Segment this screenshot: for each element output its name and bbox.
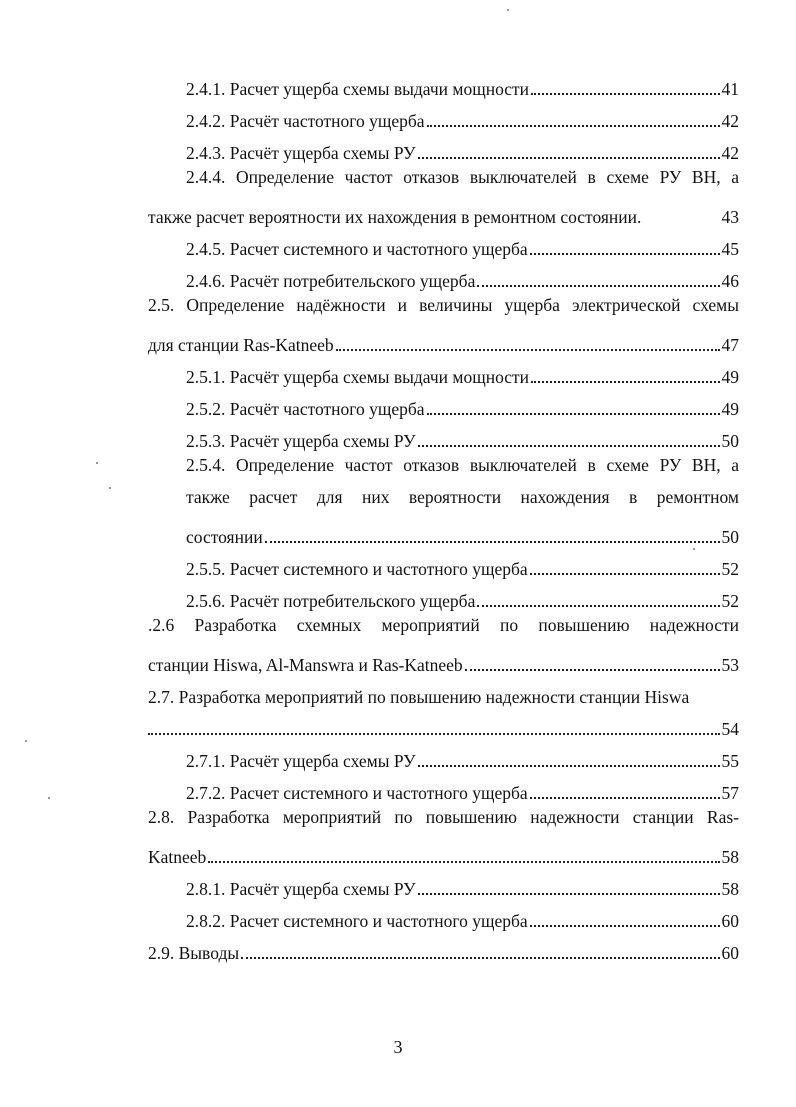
toc-entry-title: для станции Ras-Katneeb bbox=[148, 335, 334, 355]
toc-entry-title: 2.8. Разработка мероприятий по повышению надежности станции Ras- bbox=[148, 807, 739, 827]
toc-entry-first-line[interactable] bbox=[148, 806, 739, 836]
toc-entry-first-line[interactable] bbox=[186, 454, 739, 484]
toc-entry[interactable] bbox=[186, 390, 739, 420]
toc-entry-title: также расчет для них вероятности нахождения в ремонтном bbox=[186, 487, 739, 507]
toc-entry-title: 2.8.2. Расчет системного и частотного ущерба bbox=[186, 911, 528, 931]
toc-entry-page: 58 bbox=[721, 879, 739, 899]
toc-entry-page: 60 bbox=[721, 943, 739, 963]
toc-entry-first-line[interactable] bbox=[148, 678, 739, 708]
toc-entry-page: 50 bbox=[721, 527, 739, 547]
toc-entry-title: 2.9. Выводы bbox=[148, 943, 240, 963]
toc-entry-title: станции Hiswa, Al-Manswra и Ras-Katneeb bbox=[148, 655, 463, 675]
toc-entry-title: 2.8.1. Расчёт ущерба схемы РУ bbox=[186, 879, 416, 899]
dot-leader bbox=[418, 765, 720, 767]
dot-leader bbox=[148, 733, 720, 735]
scan-speck bbox=[48, 797, 50, 799]
toc-entry-title: 2.7. Разработка мероприятий по повышению надежности станции Hiswa bbox=[148, 687, 690, 707]
toc-entry-title: 2.4.2. Расчёт частотного ущерба bbox=[186, 111, 425, 131]
scan-speck bbox=[507, 9, 509, 11]
toc-entry[interactable] bbox=[186, 902, 739, 932]
toc-entry-title: 2.7.1. Расчёт ущерба схемы РУ bbox=[186, 751, 416, 771]
toc-entry-page: 57 bbox=[721, 783, 739, 803]
toc-entry[interactable] bbox=[186, 774, 739, 804]
dot-leader bbox=[241, 957, 719, 959]
toc-entry-first-line[interactable] bbox=[186, 166, 739, 196]
toc-entry[interactable] bbox=[148, 934, 739, 964]
toc-entry[interactable] bbox=[186, 422, 739, 452]
toc-entry[interactable] bbox=[186, 358, 739, 388]
dot-leader bbox=[336, 349, 720, 351]
toc-entry[interactable] bbox=[186, 550, 739, 580]
toc-entry-page: 53 bbox=[721, 655, 739, 675]
toc-entry-continuation[interactable] bbox=[148, 646, 739, 676]
toc-entry-page: 42 bbox=[721, 143, 739, 163]
toc-entry-continuation[interactable] bbox=[148, 838, 739, 868]
dot-leader bbox=[530, 573, 720, 575]
toc-entry-title: 2.5.1. Расчёт ущерба схемы выдачи мощности bbox=[186, 367, 530, 387]
dot-leader bbox=[530, 925, 720, 927]
dot-leader bbox=[418, 893, 720, 895]
toc-entry-title: 2.4.4. Определение частот отказов выключателей в схеме РУ ВН, а bbox=[186, 167, 739, 187]
dot-leader bbox=[265, 541, 720, 543]
dot-leader bbox=[531, 93, 719, 95]
toc-entry-title: 2.5.6. Расчёт потребительского ущерба bbox=[186, 591, 476, 611]
toc-entry-title: 2.4.1. Расчет ущерба схемы выдачи мощности bbox=[186, 79, 530, 99]
toc-entry-title: 2.4.6. Расчёт потребительского ущерба bbox=[186, 271, 476, 291]
toc-entry-page: 47 bbox=[721, 335, 739, 355]
toc-entry[interactable] bbox=[186, 102, 739, 132]
scan-speck bbox=[96, 462, 98, 464]
toc-entry-page: 43 bbox=[721, 207, 739, 227]
toc-entry-page: 50 bbox=[721, 431, 739, 451]
toc-entry[interactable] bbox=[186, 870, 739, 900]
dot-leader bbox=[427, 413, 720, 415]
toc-entry-page: 54 bbox=[721, 719, 739, 739]
dot-leader bbox=[418, 445, 720, 447]
toc-entry-page: 46 bbox=[721, 271, 739, 291]
toc-entry-title: Katneeb bbox=[148, 847, 207, 867]
toc-entry-page: 41 bbox=[721, 79, 739, 99]
dot-leader bbox=[418, 157, 720, 159]
toc-entry-title: 2.5.5. Расчет системного и частотного ущерба bbox=[186, 559, 528, 579]
toc-entry-first-line[interactable] bbox=[148, 294, 739, 324]
toc-entry-continuation[interactable] bbox=[148, 198, 739, 228]
toc-entry-page: 52 bbox=[721, 591, 739, 611]
toc-entry[interactable] bbox=[186, 262, 739, 292]
toc-entry-page: 45 bbox=[721, 239, 739, 259]
dot-leader bbox=[427, 125, 720, 127]
toc-entry-continuation[interactable] bbox=[186, 518, 739, 548]
scan-speck bbox=[109, 487, 111, 489]
toc-entry-page: 42 bbox=[721, 111, 739, 131]
dot-leader bbox=[465, 669, 720, 671]
toc-entry[interactable] bbox=[186, 230, 739, 260]
toc-entry[interactable] bbox=[186, 134, 739, 164]
dot-leader bbox=[530, 797, 720, 799]
toc-entry-page: 49 bbox=[721, 399, 739, 419]
dot-leader bbox=[477, 285, 719, 287]
dot-leader bbox=[531, 381, 719, 383]
scan-speck bbox=[693, 548, 695, 550]
scan-speck bbox=[25, 740, 27, 742]
toc-entry-title: 2.5.2. Расчёт частотного ущерба bbox=[186, 399, 425, 419]
toc-entry-page: 58 bbox=[721, 847, 739, 867]
toc-entry-title: состоянии bbox=[186, 527, 263, 547]
dot-leader bbox=[477, 605, 719, 607]
toc-entry-page: 49 bbox=[721, 367, 739, 387]
toc-entry[interactable] bbox=[186, 582, 739, 612]
toc-entry-title: .2.6 Разработка схемных мероприятий по повышению надежности bbox=[148, 615, 739, 635]
toc-entry-page: 60 bbox=[721, 911, 739, 931]
dot-leader bbox=[530, 253, 720, 255]
toc-entry-continuation[interactable] bbox=[148, 710, 739, 740]
toc-entry-continuation[interactable] bbox=[148, 326, 739, 356]
toc-entry-page: 52 bbox=[721, 559, 739, 579]
toc-entry-title: также расчет вероятности их нахождения в ремонтном состоянии. bbox=[148, 207, 642, 227]
toc-entry-first-line[interactable] bbox=[148, 614, 739, 644]
toc-entry-title: 2.5.3. Расчёт ущерба схемы РУ bbox=[186, 431, 416, 451]
toc-entry-title: 2.7.2. Расчет системного и частотного ущерба bbox=[186, 783, 528, 803]
page-number: 3 bbox=[393, 1037, 403, 1057]
toc-entry-title: 2.4.5. Расчет системного и частотного ущерба bbox=[186, 239, 528, 259]
toc-entry[interactable] bbox=[186, 742, 739, 772]
toc-entry-page: 55 bbox=[721, 751, 739, 771]
toc-entry-title: 2.5.4. Определение частот отказов выключателей в схеме РУ ВН, а bbox=[186, 455, 739, 475]
toc-entry-continuation[interactable] bbox=[186, 486, 739, 516]
toc-entry[interactable] bbox=[186, 70, 739, 100]
toc-entry-title: 2.4.3. Расчёт ущерба схемы РУ bbox=[186, 143, 416, 163]
toc-entry-title: 2.5. Определение надёжности и величины ущерба электрической схемы bbox=[148, 295, 739, 315]
dot-leader bbox=[208, 861, 719, 863]
